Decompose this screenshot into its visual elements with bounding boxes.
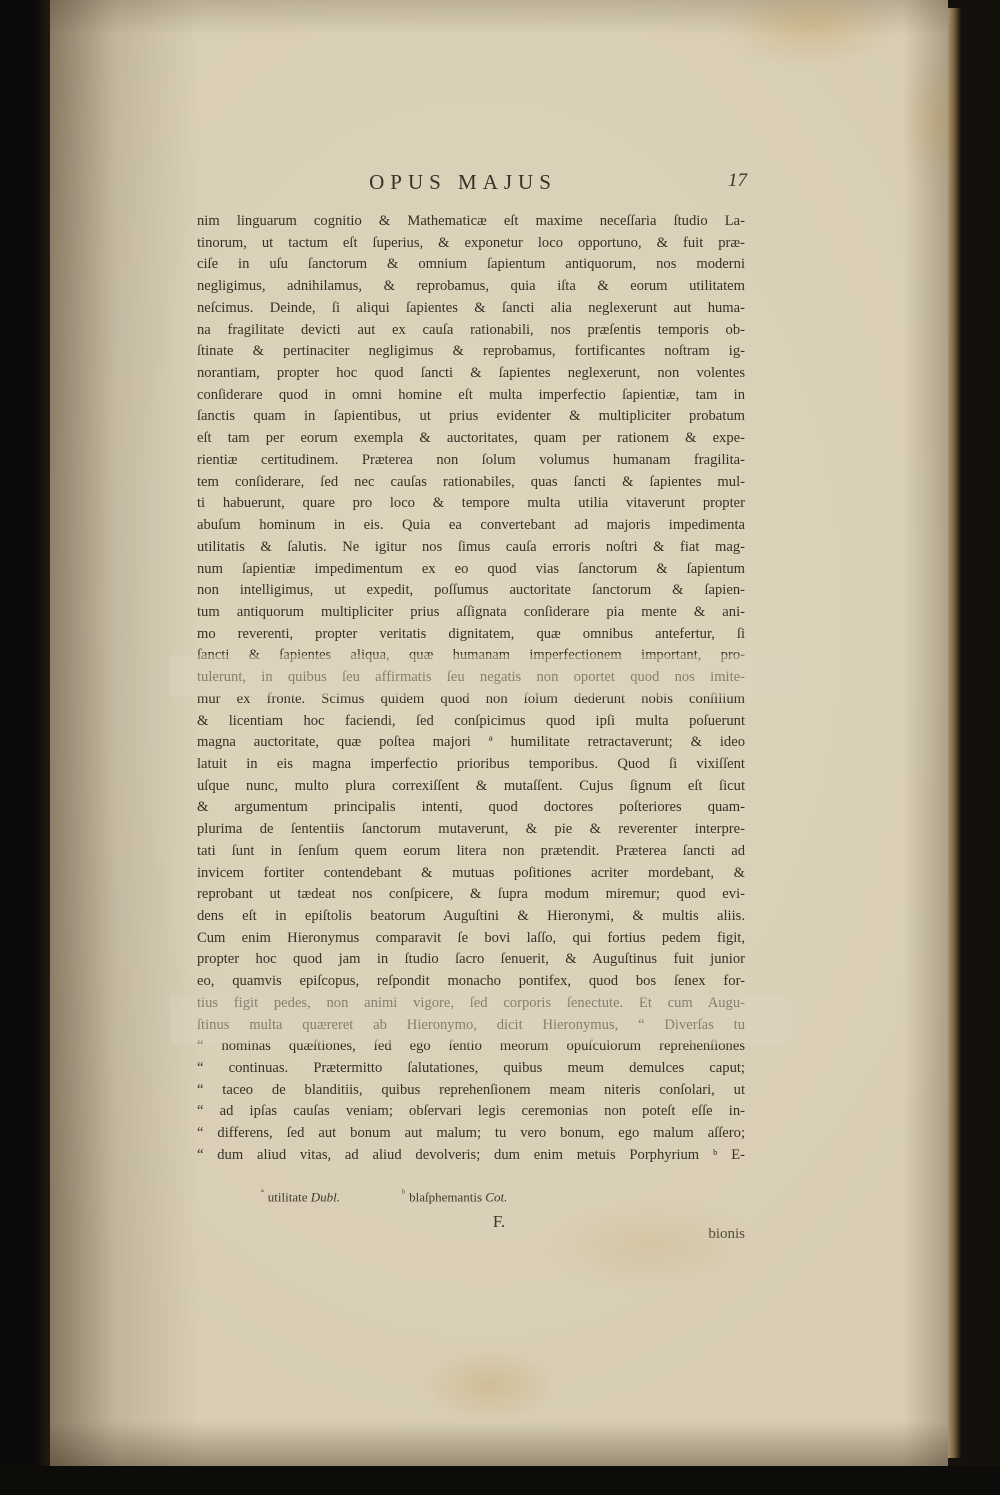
text-line: ſanctis quam in ſapientibus, ut prius evidenter & multipliciter probatum — [197, 408, 745, 425]
text-line: propter hoc quod jam in ſtudio ſacro ſenuerit, & Auguſtinus fuit junior — [197, 951, 745, 968]
text-line: “ taceo de blanditiis, quibus reprehenſionem meam niteris conſolari, ut — [197, 1081, 745, 1098]
text-line: “ dum aliud vitas, ad aliud devolveris; dum enim metuis Porphyrium ᵇ E- — [197, 1146, 745, 1163]
footnote-marker: ᵇ — [401, 1188, 406, 1199]
text-line: eſt tam per eorum exempla & auctoritates, quam per rationem & expe- — [197, 430, 745, 447]
text-line: tius figit pedes, non animi vigore, ſed corporis ſenectute. Et cum Augu- — [197, 994, 745, 1011]
footnote — [261, 1188, 340, 1205]
text-line: uſque nunc, multo plura correxiſſent & mutaſſent. Cujus ſignum eſt ſicut — [197, 777, 745, 794]
text-line: utilitatis & ſalutis. Ne igitur nos ſimus cauſa erroris noſtri & fiat mag- — [197, 538, 745, 555]
text-line: tulerunt, in quibus ſeu affirmatis ſeu negatis non oportet quod nos imite- — [197, 669, 745, 686]
catchword: bionis — [708, 1226, 745, 1242]
text-line: nim linguarum cognitio & Mathematicæ eſt maxime neceſſaria ſtudio La- — [197, 213, 745, 229]
scan-bottom-edge — [0, 1466, 1000, 1495]
text-line: “ ad ipſas cauſas veniam; obſervari legis ceremonias non poteſt eſſe in- — [197, 1103, 745, 1120]
text-line: conſiderare quod in omni homine eſt multa imperfectio ſapientiæ, tam in — [197, 386, 745, 403]
signature-mark: F. — [492, 1212, 506, 1231]
footnote-text: blaſphemantis — [409, 1189, 486, 1205]
book-fore-edge — [948, 8, 961, 1458]
text-line: ſancti & ſapientes aliqua, quæ humanam imperfectionem important, pro- — [197, 647, 745, 664]
text-line: ſtinate & pertinaciter negligimus & reprobamus, fortificantes noſtram ig- — [197, 343, 745, 360]
text-line: tum antiquorum multipliciter prius aſſignata conſiderare pia mente & ani- — [197, 603, 745, 620]
text-line: mur ex fronte. Scimus quidem quod non ſolum dederunt nobis conſilium — [197, 690, 745, 707]
text-line: plurima de ſententiis ſanctorum mutaverunt, & pie & reverenter interpre- — [197, 821, 745, 838]
text-line: eo, quamvis epiſcopus, reſpondit monacho pontifex, quod bos ſenex for- — [197, 973, 745, 990]
footnote — [402, 1188, 507, 1205]
text-line: & licentiam hoc faciendi, ſed conſpicimus quod ipſi multa poſuerunt — [197, 712, 745, 729]
text-line: abuſum hominum in eis. Quia ea convertebant ad majoris impedimenta — [197, 517, 745, 534]
page-number: 17 — [728, 170, 747, 191]
text-line: latuit in eis magna imperfectio prioribus temporibus. Quod ſi vixiſſent — [197, 755, 745, 772]
text-line: negligimus, adnihilamus, & reprobamus, quia iſta & eorum utilitatem — [197, 278, 745, 295]
text-line: ſtinus multa quæreret ab Hieronymo, dicit Hieronymus, “ Diverſas tu — [197, 1016, 745, 1033]
book-page — [50, 0, 948, 1466]
text-line: dens eſt in epiſtolis beatorum Auguſtini & Hieronymi, & multis aliis. — [197, 908, 745, 924]
footnote-marker: ª — [261, 1188, 264, 1199]
text-line: norantiam, propter hoc quod ſancti & ſapientes neglexerunt, non volentes — [197, 365, 745, 382]
running-title: OPUS MAJUS — [369, 170, 557, 194]
text-line: num ſapientiæ impedimentum ex eo quod vias ſanctorum & ſapientum — [197, 560, 745, 577]
body-text — [197, 211, 745, 1167]
text-line: tinorum, ut tactum eſt ſuperius, & exponetur loco opportuno, & fuit præ- — [197, 234, 745, 251]
text-line: “ continuas. Prætermitto ſalutationes, quibus meum demulces caput; — [197, 1060, 745, 1077]
text-line: reprobant ut tædeat nos conſpicere, & ſupra modum miremur; quod evi- — [197, 886, 745, 903]
text-line: invicem fortiter contendebant & mutuas poſitiones acriter mordebant, & — [197, 864, 745, 881]
text-line: Cum enim Hieronymus comparavit ſe bovi laſſo, qui fortius pedem figit, — [197, 929, 745, 946]
text-line: magna auctoritate, quæ poſtea majori ª humilitate retractaverunt; & ideo — [197, 734, 745, 751]
page-header — [197, 170, 745, 200]
footnote-source: Dubl. — [310, 1189, 340, 1205]
text-line: “ differens, ſed aut bonum aut malum; tu vero bonum, ego malum aſſero; — [197, 1125, 745, 1142]
footnote-text: utilitate — [267, 1189, 311, 1205]
footnote-source: Cot. — [485, 1189, 508, 1205]
text-line: tem conſiderare, ſed nec cauſas rationabiles, quas ſancti & ſapientes mul- — [197, 473, 745, 490]
text-line: ciſe in uſu ſanctorum & omnium ſapientum antiquorum, nos moderni — [197, 256, 745, 273]
footnotes — [197, 1188, 745, 1205]
text-line: rientiæ certitudinem. Præterea non ſolum volumus humanam fragilita- — [197, 451, 745, 468]
text-line: tati ſunt in ſenſum quem eorum litera non prætendit. Præterea ſancti ad — [197, 842, 745, 859]
text-line: & argumentum principalis intenti, quod doctores poſteriores quam- — [197, 799, 745, 816]
text-line: mo reverenti, propter veritatis dignitatem, quæ omnibus antefertur, ſi — [197, 625, 745, 642]
text-line: non intelligimus, ut expedit, poſſumus auctoritate ſanctorum & ſapien- — [197, 582, 745, 599]
text-line: “ nominas quæſtiones, ſed ego ſentio meorum opuſculorum reprehenſiones — [197, 1038, 745, 1055]
text-line: neſcimus. Deinde, ſi aliqui ſapientes & ſancti alia neglexerunt aut huma- — [197, 299, 745, 316]
binding-gutter-shadow — [0, 0, 50, 1495]
text-line: ti habuerunt, quare pro loco & tempore multa utilia vitaverunt propter — [197, 495, 745, 512]
text-line: na fragilitate devicti aut ex cauſa rationabili, nos præſentis temporis ob- — [197, 321, 745, 338]
